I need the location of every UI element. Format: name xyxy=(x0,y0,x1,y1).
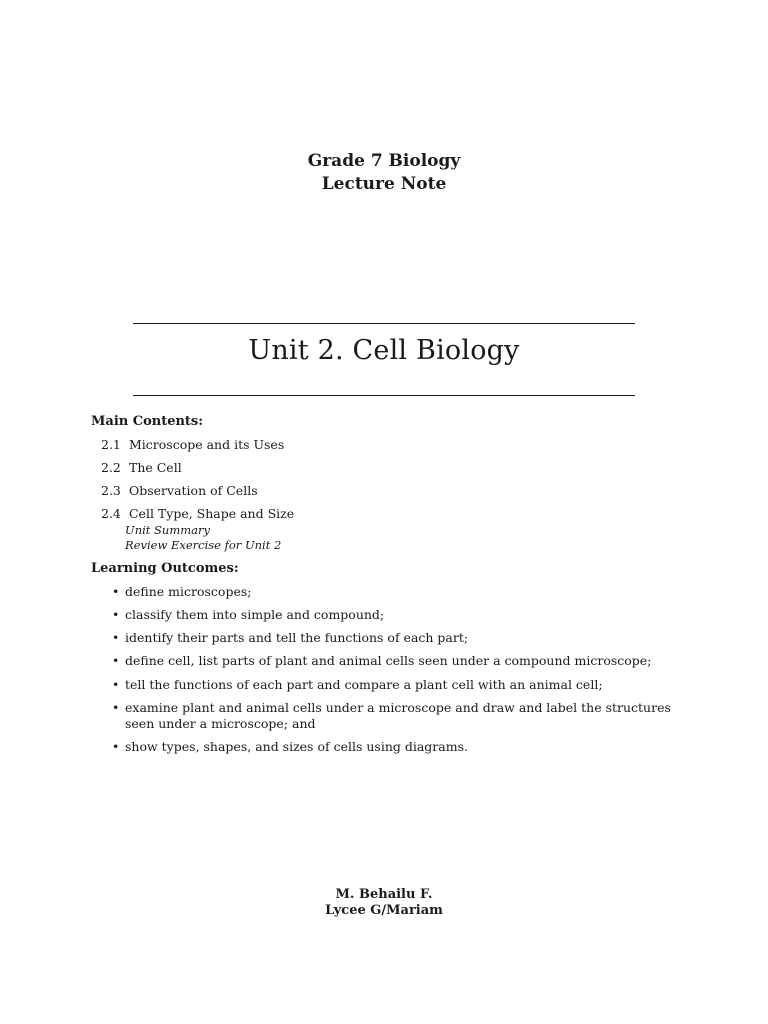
outcome-text: examine plant and animal cells under a microscope and draw and label the structures seen under a microscope; and xyxy=(125,700,671,731)
contents-item xyxy=(101,483,258,499)
bullet-icon: • xyxy=(112,739,120,754)
outcome-text: identify their parts and tell the functions of each part; xyxy=(125,630,469,645)
contents-item xyxy=(101,460,182,476)
outcome-item xyxy=(112,739,692,755)
outcome-text: tell the functions of each part and compare a plant cell with an animal cell; xyxy=(125,677,603,692)
outcome-item xyxy=(112,584,692,600)
bullet-icon: • xyxy=(112,700,120,715)
document-header xyxy=(0,150,768,196)
contents-item-label: Cell Type, Shape and Size xyxy=(128,506,295,521)
bullet-icon: • xyxy=(112,584,120,599)
contents-item-number: 2.3 xyxy=(101,483,121,498)
contents-item-label: The Cell xyxy=(128,460,182,475)
bullet-icon: • xyxy=(112,607,120,622)
title-rule-top xyxy=(133,323,635,324)
bullet-icon: • xyxy=(112,677,120,692)
main-contents-heading: Main Contents: xyxy=(91,414,204,429)
outcome-item xyxy=(112,677,692,693)
outcome-text: show types, shapes, and sizes of cells using diagrams. xyxy=(125,739,468,754)
outcome-text: classify them into simple and compound; xyxy=(125,607,385,622)
contents-item-number: 2.1 xyxy=(101,437,121,452)
bullet-icon: • xyxy=(112,630,120,645)
document-type: Lecture Note xyxy=(321,174,447,194)
contents-item-label: Microscope and its Uses xyxy=(128,437,285,452)
contents-item-label: Observation of Cells xyxy=(128,483,258,498)
contents-item xyxy=(101,437,284,453)
contents-item xyxy=(101,506,294,522)
subject-title: Grade 7 Biology xyxy=(307,151,461,171)
school-name: Lycee G/Mariam xyxy=(325,903,443,918)
contents-item-number: 2.2 xyxy=(101,460,121,475)
contents-item-number: 2.4 xyxy=(101,506,121,521)
learning-outcomes-heading: Learning Outcomes: xyxy=(91,561,239,576)
outcome-text: define microscopes; xyxy=(125,584,252,599)
document-footer xyxy=(0,887,768,919)
outcome-item xyxy=(112,607,692,623)
outcome-item xyxy=(112,653,692,669)
bullet-icon: • xyxy=(112,653,120,668)
outcome-item xyxy=(112,630,692,646)
outcome-item xyxy=(112,700,692,732)
title-rule-bottom xyxy=(133,395,635,396)
unit-title: Unit 2. Cell Biology xyxy=(248,335,520,366)
author-name: M. Behailu F. xyxy=(335,887,433,902)
review-exercise-entry: Review Exercise for Unit 2 xyxy=(125,538,282,552)
unit-summary-entry: Unit Summary xyxy=(125,523,210,537)
outcome-text: define cell, list parts of plant and animal cells seen under a compound microscope; xyxy=(125,653,652,668)
